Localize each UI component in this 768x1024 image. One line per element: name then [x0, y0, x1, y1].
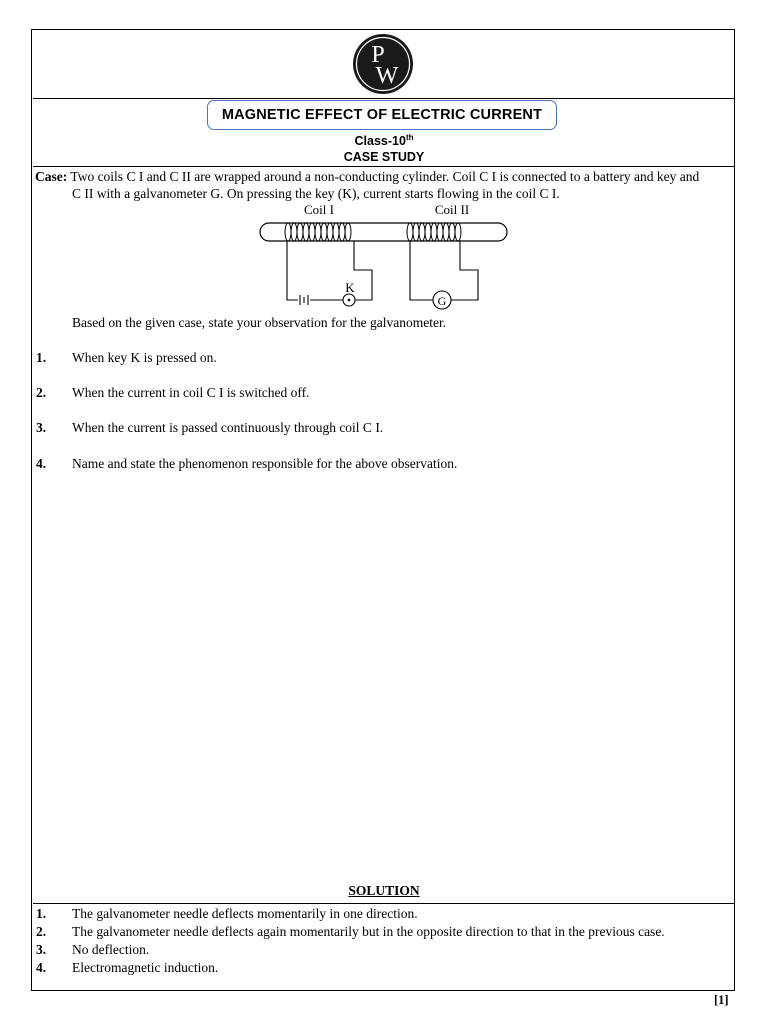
coil-1-label: Coil I	[304, 202, 334, 217]
intro-text: Based on the given case, state your observation for the galvanometer.	[72, 315, 447, 330]
case-line-2: C II with a galvanometer G. On pressing the key (K), current starts flowing in the coil C I.	[72, 186, 560, 201]
solution-divider	[33, 903, 735, 904]
case-study-label: CASE STUDY	[343, 150, 425, 164]
coil-circuit-diagram	[258, 200, 518, 312]
case-label: Case:	[35, 169, 68, 184]
galvanometer-label: G	[437, 294, 447, 308]
logo-letter-p: P	[371, 42, 385, 68]
pw-logo	[352, 33, 414, 95]
coil-2-label: Coil II	[434, 202, 470, 217]
case-line-1: Two coils C I and C II are wrapped around a non-conducting cylinder. Coil C I is connected to a battery and key and	[70, 169, 700, 184]
page-number: [1]	[714, 993, 729, 1007]
page-title: MAGNETIC EFFECT OF ELECTRIC CURRENT	[207, 100, 557, 130]
case-divider	[33, 166, 735, 167]
logo-letter-w: W	[375, 63, 399, 89]
solution-heading: SOLUTION	[348, 883, 420, 898]
header-divider	[33, 98, 735, 99]
class-label: Class-10th	[354, 133, 414, 149]
key-label: K	[345, 280, 355, 295]
case-paragraph	[35, 168, 735, 202]
